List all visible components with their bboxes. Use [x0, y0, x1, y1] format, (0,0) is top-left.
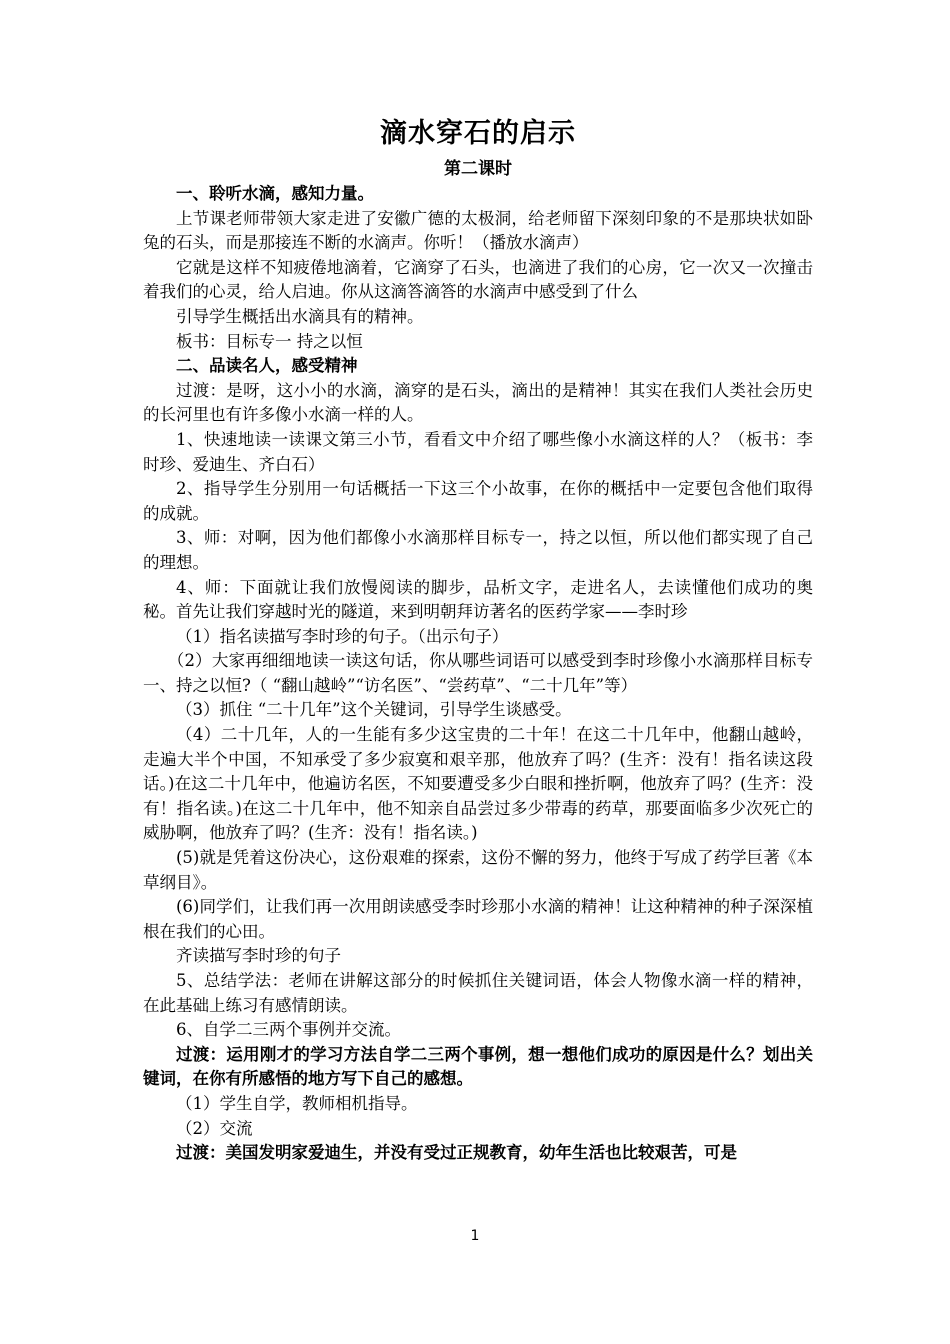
paragraph: 过渡：是呀，这小小的水滴，滴穿的是石头，滴出的是精神！其实在我们人类社会历史的长河里也有许多像小水滴一样的人。 [143, 380, 813, 425]
document-title: 滴水穿石的启示 [380, 118, 576, 149]
paragraph: 板书：目标专一 持之以恒 [176, 331, 363, 351]
paragraph: 4、师：下面就让我们放慢阅读的脚步，品析文字，走进名人，去读懂他们成功的奥秘。首先让我们穿越时光的隧道，来到明朝拜访著名的医药学家——李时珍 [143, 577, 813, 622]
paragraph-list [143, 182, 813, 1166]
paragraph: (5)就是凭着这份决心，这份艰难的探索，这份不懈的努力，他终于写成了药学巨著《本草纲目》。 [143, 848, 813, 892]
document-subtitle: 第二课时 [444, 159, 512, 179]
paragraph: (6)同学们，让我们再一次用朗读感受李时珍那小水滴的精神！让这种精神的种子深深植根在我们的心田。 [143, 897, 813, 941]
paragraph: 3、师：对啊，因为他们都像小水滴那样目标专一，持之以恒，所以他们都实现了自己的理想。 [143, 528, 813, 572]
paragraph: 引导学生概括出水滴具有的精神。 [176, 306, 424, 326]
paragraph: （4）二十几年，人的一生能有多少这宝贵的二十年！在这二十几年中，他翻山越岭，走遍大半个中国，不知承受了多少寂寞和艰辛那，他放弃了吗？(生齐：没有！指名读这段话。)在这二十几年中，他遍访名医，不知要遭受多少白眼和挫折啊，他放弃了吗？(生齐：没有！指名读。)在这二十几年中，他不知亲自品尝过多少带毒的药草，那要面临多少次死亡的威胁啊，他放弃了吗？(生齐：没有！指名读。) [143, 725, 813, 843]
paragraph: 6、自学二三两个事例并交流。 [176, 1020, 401, 1040]
document-body [143, 112, 813, 1166]
paragraph: 1、快速地读一读课文第三小节，看看文中介绍了哪些像小水滴这样的人？（板书：李时珍、爱迪生、齐白石） [143, 429, 813, 474]
paragraph: （1）学生自学，教师相机指导。 [176, 1093, 418, 1113]
paragraph: （1）指名读描写李时珍的句子。（出示句子） [176, 626, 509, 646]
page-number: 1 [470, 1228, 480, 1244]
paragraph: 上节课老师带领大家走进了安徽广德的太极洞，给老师留下深刻印象的不是那块状如卧兔的石头，而是那接连不断的水滴声。你听！（播放水滴声） [143, 208, 813, 253]
section-heading: 一、聆听水滴，感知力量。 [176, 184, 374, 203]
paragraph: （2）大家再细细地读一读这句话，你从哪些词语可以感受到李时珍像小水滴那样目标专一、持之以恒?（ “翻山越岭”“访名医”、“尝药草”、“二十几年”等） [143, 651, 813, 695]
section-heading: 过渡：美国发明家爱迪生，并没有受过正规教育，幼年生活也比较艰苦，可是 [176, 1143, 737, 1163]
paragraph: 它就是这样不知疲倦地滴着，它滴穿了石头，也滴进了我们的心房，它一次又一次撞击着我们的心灵，给人启迪。你从这滴答滴答的水滴声中感受到了什么 [143, 257, 813, 302]
paragraph: 2、指导学生分别用一句话概括一下这三个小故事，在你的概括中一定要包含他们取得的成就。 [143, 479, 813, 523]
paragraph: （3）抓住 “二十几年”这个关键词，引导学生谈感受。 [176, 700, 572, 720]
section-heading: 过渡：运用刚才的学习方法自学二三两个事例，想一想他们成功的原因是什么？划出关键词，在你有所感悟的地方写下自己的感想。 [143, 1044, 813, 1089]
section-heading: 二、品读名人，感受精神 [176, 356, 358, 376]
paragraph: 5、总结学法：老师在讲解这部分的时候抓住关键词语，体会人物像水滴一样的精神，在此基础上练习有感情朗读。 [143, 971, 813, 1015]
paragraph: 齐读描写李时珍的句子 [176, 946, 341, 966]
paragraph: （2）交流 [176, 1118, 253, 1138]
